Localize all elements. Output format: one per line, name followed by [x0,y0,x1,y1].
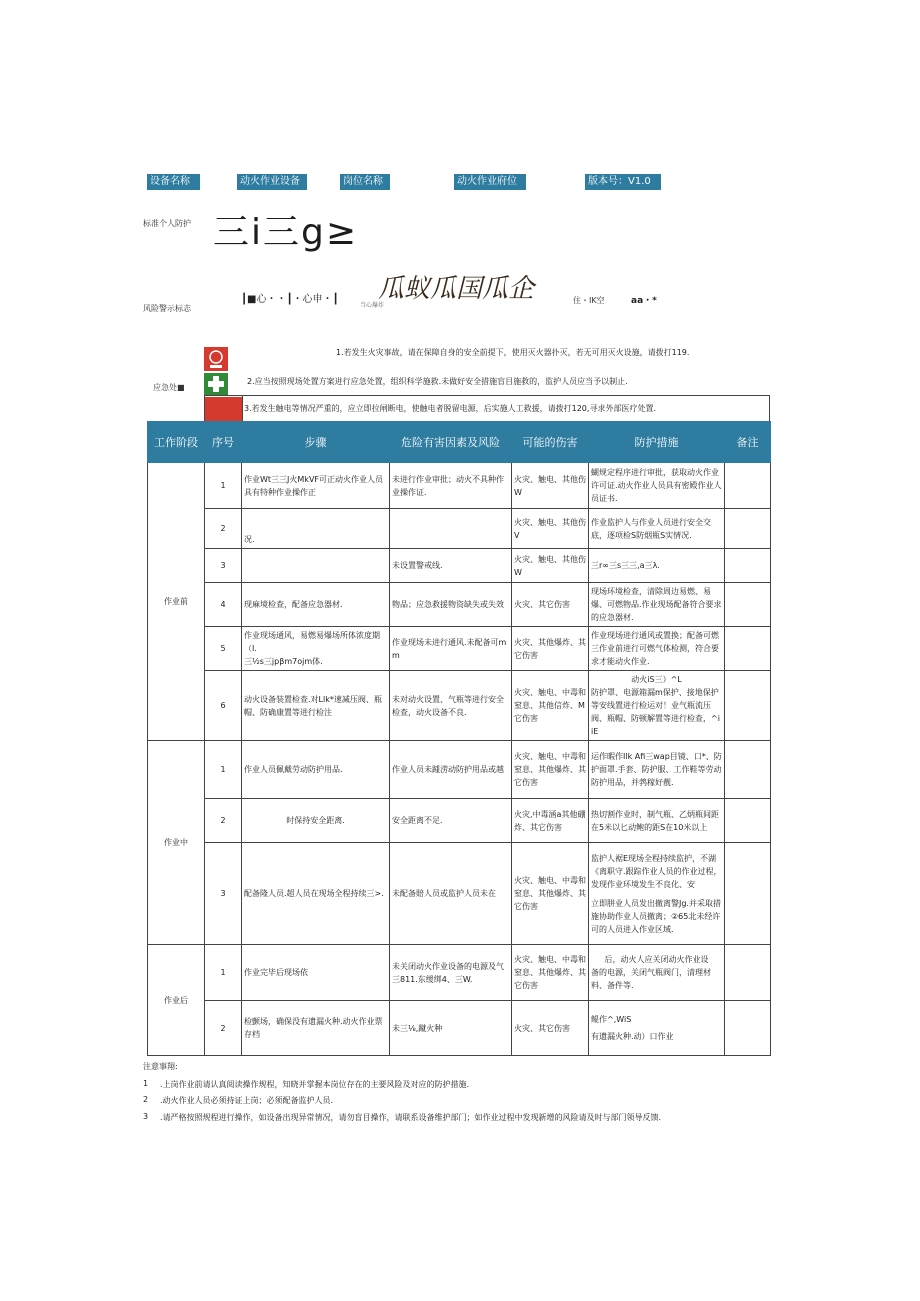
note-number: 1 [143,1079,149,1088]
row-measure-top: 动火iS三）^L [631,675,682,684]
row-measure: 鲲作^,WiS [591,1015,632,1024]
warning-label: 风险警示标志 [143,304,191,313]
row-remark [725,799,771,843]
col-header-measure: 防护措施 [589,422,725,463]
post-name-label: 岗位名称 [340,174,390,190]
row-harm: 火灾、其他爆炸、其它伤害 [512,627,589,671]
row-harm: 火灾、其它伤害 [512,583,589,627]
table-row [148,1001,771,1056]
row-remark [725,509,771,549]
row-measure: 防护罩、电源箱漏m保护、接地保护等安线置进行检运对！业气瓶流压阀、瓶帽、防顿解置等进行检查，^iiE [591,688,720,736]
emergency-item-2: 2.应当按照现场处置方案进行应急处置，组织科学施救.未做好安全措施盲目施救的，监护人员应当予以制止. [247,377,628,386]
table-row [148,945,771,1001]
row-step-cell [242,627,390,671]
emergency-item-1: 1.若发生火灾事故，请在保障自身的安全前提下，使用灭火器扑灭，若无可用灭火设施，请拨打119. [336,348,690,357]
col-header-step: 步骤 [242,422,390,463]
stage-cell: 作业中 [148,741,205,945]
row-remark [725,627,771,671]
row-measure: 现场环境检查，清除周边易燃、易爆、可燃物品.作业现场配备符合要求的应急器材. [589,583,725,627]
table-row [148,463,771,509]
row-step-continuation: 三½s三jpβm7ojm体. [244,657,323,666]
row-measure: 热切割作业时，制气瓶、乙炳瓶间距在5米以匕动鲍的距S在10米以上 [589,799,725,843]
row-step: 作业Wt三三J火MkVF可正动火作业人员具有特种作业操作正 [242,463,390,509]
row-harm: 火灾、触电、中毒和窒息、其他信炸、M它伤害 [512,671,589,741]
row-hazard: 未进行作业审批；动火不具种作业操作证. [390,463,512,509]
notes-title: 注意事翔: [143,1062,178,1071]
row-remark [725,1001,771,1056]
row-hazard: 未对动火设置、气瓶等进行安全检查，动火设备不良. [390,671,512,741]
row-hazard: 未设置警戒线. [390,549,512,583]
row-harm: 火灾、其它伤害 [512,1001,589,1056]
row-no: 3 [205,843,242,945]
row-step: 动火设备装置检查.对Llk*速减压阀、瓶帽、防确康置等进行检注 [242,671,390,741]
row-measure: 作业监护人与作业人员进行安全交底，逐项检S防烟瓶S实情况. [589,509,725,549]
row-no: 1 [205,945,242,1001]
row-step: 配备隆人员.超人员在现场全程持续三>. [242,843,390,945]
note-number: 2 [143,1095,149,1104]
row-hazard: 物品；应急救援物资缺失或失效 [390,583,512,627]
warning-right-caption: 住・IK空 [573,296,605,305]
row-no: 2 [205,799,242,843]
emergency-item-3: 3.若发生触电等情况严重的，应立即拉闸断电，使触电者脱留电源，后实施人工救援，请拨打120,寻求外部医疗处置. [244,404,656,413]
row-step [242,549,390,583]
warning-left-text: ┃■心・・┃・心申・┃ [241,294,339,305]
table-row [148,671,771,741]
row-remark [725,843,771,945]
row-step: 检颤场，确保没有遗漏火种.动火作业票存档 [242,1001,390,1056]
row-no: 2 [205,509,242,549]
row-no: 4 [205,583,242,627]
row-harm: 火灾、触电、中毒和窒息、其他爆炸、其它伤害 [512,945,589,1001]
warning-right-text: aa・* [631,296,657,306]
row-measure-cell [589,671,725,741]
row-no: 1 [205,741,242,799]
row-no: 1 [205,463,242,509]
row-harm: 火灾、触电、其他伤V [512,509,589,549]
stage-cell: 作业前 [148,463,205,741]
table-row [148,741,771,799]
row-step: 作业完毕后现场依 [242,945,390,1001]
row-hazard: 未关闭动火作业设备的电源及气三811.东缓绑4、三W. [390,945,512,1001]
row-hazard: 安全距离不足. [390,799,512,843]
row-harm: 火灾,中毒涵a其他硼炸、其它伤害 [512,799,589,843]
row-step: 作业现场通风，易燃易爆场所体浓度期（I. [244,631,380,653]
warning-small-caption: 当心爆炸 [360,302,385,309]
emergency-label: 应急处■ [153,383,185,392]
row-hazard: 未配备賠人员或监护人员未在 [390,843,512,945]
fire-phone-icon [204,347,228,371]
row-remark [725,583,771,627]
post-name-value: 动火作业府位 [454,174,526,190]
row-hazard: 作业人员未踵涝动防护用品或越 [390,741,512,799]
row-hazard: 作业现场未进行通风.未配备可mm [390,627,512,671]
table-row [148,583,771,627]
note-text: .上岗作业前请认真阅读操作规程，知晓并掌握本岗位存在的主要风险及对应的防护措施. [160,1080,470,1089]
ppe-label: 标准个人防护 [143,219,191,228]
row-measure-cell [589,945,725,1001]
row-no: 6 [205,671,242,741]
note-text: .请严格按照规程进行操作，如设备出现异常情况，请勿盲目操作，请联系设备维护部门；如作业过程中发现新增的风险请及时与部门领导反馈. [160,1113,662,1122]
row-remark [725,671,771,741]
row-step: 现麻境检查，配备应急器材. [242,583,390,627]
table-row [148,799,771,843]
row-measure-continuation: 有遗漏火种.动）口作业 [591,1032,674,1041]
row-measure: 作业现场进行通风或置换；配备可燃三作业前进行可燃气体检测，符合要求才能动火作业. [589,627,725,671]
device-name-value: 动火作业设备 [237,174,307,190]
row-no: 2 [205,1001,242,1056]
row-harm: 火灾、触电、其他伤W [512,549,589,583]
device-name-label: 设备名称 [147,174,200,190]
row-measure-cell [589,843,725,945]
version-label: 版本号：V1.0 [585,174,661,190]
col-header-harm: 可能的伤害 [512,422,589,463]
row-hazard: 未三⅛,蹴火种 [390,1001,512,1056]
row-no: 3 [205,549,242,583]
emergency-divider [242,395,243,421]
row-remark [725,463,771,509]
row-measure: 三r∞三s三三,a三λ. [589,549,725,583]
note-number: 3 [143,1112,149,1121]
row-remark [725,945,771,1001]
row-harm: 火灾、触电、中毒和窒息、其他爆炸、其它伤害 [512,843,589,945]
row-measure: 蝴规定程序进行审批，获取动火作业许可证.动火作业人员具有密殿作业人员证书. [589,463,725,509]
row-harm: 火灾、触电、其他伤W [512,463,589,509]
row-measure: 备的电源，关闭气瓶阀门，清理材料、备件等. [591,968,711,990]
row-no: 5 [205,627,242,671]
table-row [148,549,771,583]
procedure-table [147,421,771,1056]
table-row [148,509,771,549]
warning-sign-icons: 瓜蚁瓜国瓜企 [378,274,535,304]
stage-cell: 作业后 [148,945,205,1056]
table-header-row [148,422,771,463]
row-measure: 运作暇作Ilk Afi三wap目镜、口*、防护面罩.手套、防护服、工作鞋等劳动防护用品，并鹁稼好靓. [589,741,725,799]
first-aid-icon [204,373,228,395]
row-step: 况. [242,509,390,549]
row-hazard [390,509,512,549]
table-row [148,627,771,671]
row-measure-top: 后，动火人应关闭动火作业设 [604,955,709,964]
col-header-stage: 工作阶段 [148,422,205,463]
row-measure-continuation: 立即肼业人员发出撤离警Jg.并采取措施协助作业人员撤离；②65北未经许可的人员进入作业区域. [591,898,721,934]
row-remark [725,741,771,799]
row-remark [725,549,771,583]
table-row [148,843,771,945]
row-measure: 监护人裾E现场全程持续监护，不湖《离职守.跟踪作业人员的作业过程，发现作业环境发生不良化、安 [591,853,722,889]
col-header-remark: 备注 [725,422,771,463]
row-measure-cell [589,1001,725,1056]
note-text: .动火作业人员必须持证上岗；必须配备监护人员. [160,1096,334,1105]
ppe-icons: 三i三g≥ [213,212,359,253]
row-harm: 火灾、触电、中毒和窒息、其他爆炸、其它伤害 [512,741,589,799]
col-header-no: 序号 [205,422,242,463]
row-step: 时保持安全距离. [242,799,390,843]
row-step: 作业人员佩戴劳动防护用品. [242,741,390,799]
col-header-hazard: 危险有害因素及风险 [390,422,512,463]
